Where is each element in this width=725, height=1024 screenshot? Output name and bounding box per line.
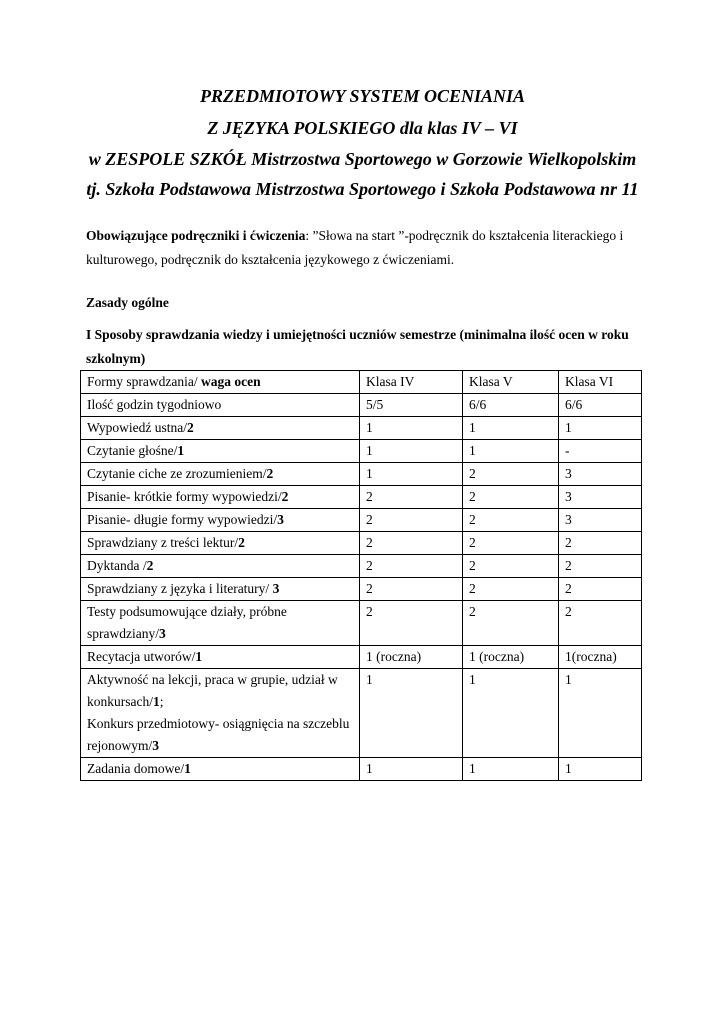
row-label <box>81 463 360 486</box>
general-rules-heading: Zasady ogólne <box>86 295 169 310</box>
row-label <box>81 394 360 417</box>
row-label-text: Pisanie- krótkie formy wypowiedzi/ <box>87 489 282 504</box>
row-label-text: Wypowiedź ustna/ <box>87 420 188 435</box>
row-value-class-5: 1 <box>463 440 559 463</box>
table-header-row <box>81 371 642 394</box>
table-row <box>81 440 642 463</box>
row-label-text: Recytacja utworów/ <box>87 649 196 664</box>
row-value-class-4: 2 <box>360 532 463 555</box>
row-value-class-5: 1 <box>463 758 559 781</box>
activity-text-2: Konkurs przedmiotowy- osiągnięcia na szczeblu rejonowym/ <box>87 716 350 753</box>
document-title-line-3: w ZESPOLE SZKÓŁ Mistrzostwa Sportowego w Gorzowie Wielkopolskim <box>88 149 637 169</box>
row-value-class-5: 2 <box>463 486 559 509</box>
row-value-class-4: 1 <box>360 440 463 463</box>
row-value-class-5: 6/6 <box>463 394 559 417</box>
row-label <box>81 578 360 601</box>
activity-weight-1: 1 <box>152 694 160 709</box>
row-value-class-6: 2 <box>559 578 642 601</box>
row-label-text: Ilość godzin tygodniowo <box>87 397 222 412</box>
header-forms-text: Formy sprawdzania/ <box>87 374 201 389</box>
table-row <box>81 463 642 486</box>
row-value-class-5: 2 <box>463 463 559 486</box>
row-value-class-4: 1 <box>360 463 463 486</box>
activity-separator: ; <box>159 694 164 709</box>
header-class-5: Klasa V <box>463 371 559 394</box>
row-value-class-4: 1 (roczna) <box>360 646 463 669</box>
homework-weight: 1 <box>184 761 191 776</box>
textbooks-text: : ”Słowa na start ”-podręcznik do kształcenia literackiego i kulturowego, podręcznik do kształcenia językowego z ćwiczeniami. <box>86 228 624 267</box>
row-label <box>81 601 360 646</box>
table-row-activity <box>81 669 642 758</box>
row-label <box>81 486 360 509</box>
row-label-text: Sprawdziany z języka i literatury/ <box>87 581 273 596</box>
row-value-class-5: 2 <box>463 532 559 555</box>
table-row <box>81 601 642 646</box>
row-weight: 2 <box>238 535 245 550</box>
activity-label <box>81 669 360 758</box>
row-value-class-6: 3 <box>559 486 642 509</box>
row-weight: 1 <box>195 649 203 664</box>
activity-text-1: Aktywność na lekcji, praca w grupie, udział w konkursach/ <box>87 672 338 709</box>
row-value-class-4: 5/5 <box>360 394 463 417</box>
assessment-methods-heading: I Sposoby sprawdzania wiedzy i umiejętności uczniów semestrze (minimalna ilość ocen w roku szkolnym) <box>86 327 629 366</box>
row-label <box>81 509 360 532</box>
header-class-4: Klasa IV <box>360 371 463 394</box>
row-label <box>81 417 360 440</box>
row-value-class-5: 1 <box>463 417 559 440</box>
textbooks-label: Obowiązujące podręczniki i ćwiczenia <box>86 228 306 243</box>
header-forms-cell <box>81 371 360 394</box>
row-value-class-4: 2 <box>360 601 463 646</box>
row-label-text: Testy podsumowujące działy, próbne sprawdziany/ <box>87 604 287 641</box>
document-title-line-2: Z JĘZYKA POLSKIEGO dla klas IV – VI <box>207 118 518 138</box>
row-weight: 3 <box>158 626 166 641</box>
row-value-class-6: - <box>559 440 642 463</box>
document-title-line-1: PRZEDMIOTOWY SYSTEM OCENIANIA <box>199 86 526 106</box>
table-row-homework <box>81 758 642 781</box>
row-label <box>81 555 360 578</box>
row-label-text: Pisanie- długie formy wypowiedzi/ <box>87 512 278 527</box>
row-weight: 1 <box>177 443 185 458</box>
row-weight: 2 <box>146 558 154 573</box>
row-value-class-6: 6/6 <box>559 394 642 417</box>
table-row <box>81 486 642 509</box>
header-weight-text: waga ocen <box>200 374 261 389</box>
document-title-line-4: tj. Szkoła Podstawowa Mistrzostwa Sportowego i Szkoła Podstawowa nr 11 <box>86 179 639 199</box>
grades-table <box>80 370 642 781</box>
row-weight: 2 <box>187 420 194 435</box>
table-row <box>81 509 642 532</box>
table-row <box>81 578 642 601</box>
row-label-text: Czytanie głośne/ <box>87 443 178 458</box>
row-label-text: Sprawdziany z treści lektur/ <box>87 535 239 550</box>
row-value-class-4: 2 <box>360 486 463 509</box>
row-label-text: Czytanie ciche ze zrozumieniem/ <box>87 466 267 481</box>
row-value-class-5: 1 (roczna) <box>463 646 559 669</box>
row-label <box>81 440 360 463</box>
row-weight: 2 <box>266 466 274 481</box>
row-value-class-6: 3 <box>559 463 642 486</box>
row-value-class-5: 2 <box>463 601 559 646</box>
homework-text: Zadania domowe/ <box>87 761 185 776</box>
table-row <box>81 394 642 417</box>
row-weight: 3 <box>277 512 284 527</box>
row-value-class-4: 2 <box>360 578 463 601</box>
row-value-class-6: 3 <box>559 509 642 532</box>
table-row <box>81 532 642 555</box>
row-value-class-6: 2 <box>559 601 642 646</box>
table-row <box>81 417 642 440</box>
row-value-class-4: 2 <box>360 509 463 532</box>
row-value-class-5: 1 <box>463 669 559 758</box>
row-weight: 3 <box>272 581 280 596</box>
row-value-class-6: 1 <box>559 417 642 440</box>
row-value-class-5: 2 <box>463 578 559 601</box>
activity-weight-2: 3 <box>152 738 159 753</box>
row-value-class-4: 1 <box>360 669 463 758</box>
homework-label <box>81 758 360 781</box>
table-row <box>81 646 642 669</box>
row-weight: 2 <box>281 489 289 504</box>
row-value-class-4: 1 <box>360 417 463 440</box>
textbooks-paragraph <box>86 224 646 272</box>
row-label-text: Dyktanda / <box>87 558 147 573</box>
header-class-6: Klasa VI <box>559 371 642 394</box>
row-value-class-6: 1(roczna) <box>559 646 642 669</box>
row-value-class-6: 2 <box>559 532 642 555</box>
row-value-class-5: 2 <box>463 555 559 578</box>
row-value-class-5: 2 <box>463 509 559 532</box>
row-value-class-4: 2 <box>360 555 463 578</box>
row-label <box>81 646 360 669</box>
row-value-class-4: 1 <box>360 758 463 781</box>
table-row <box>81 555 642 578</box>
row-label <box>81 532 360 555</box>
row-value-class-6: 1 <box>559 669 642 758</box>
row-value-class-6: 2 <box>559 555 642 578</box>
row-value-class-6: 1 <box>559 758 642 781</box>
